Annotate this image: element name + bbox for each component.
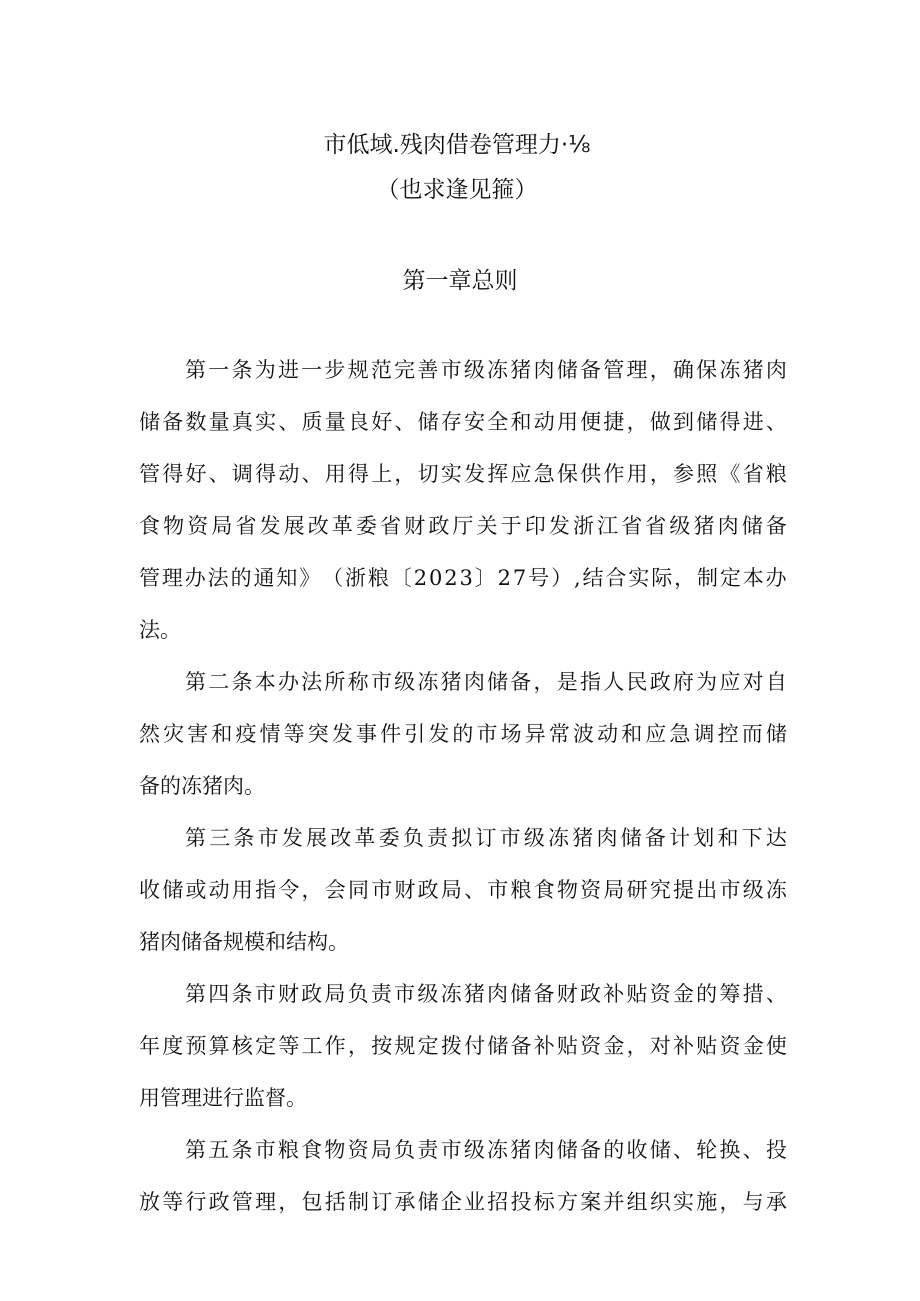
chapter-heading: 第一章总则 xyxy=(402,268,518,294)
document-subtitle: （也求逢见箍） xyxy=(376,177,538,203)
paragraph-line: 第 一 条 为 进 一 步 规 范 完 善 市 级 冻 猪 肉 储 备 管 理 ， 确 保 冻 猪 肉 xyxy=(185,358,787,382)
paragraph-line: 猪肉储备规模和结构。 xyxy=(139,930,349,954)
paragraph-line: 食 物 资 局 省 发 展 改 革 委 省 财 政 厅 关 于 印 发 浙 江 省 省 级 猪 肉 储 备 xyxy=(139,514,787,538)
paragraph-line: 管 理 办 法 的 通 知 》 （ 浙 粮 〔 2 0 2 3 〕 2 7 号 ） , 结 合 实 际 ， 制 定 本 办 xyxy=(139,566,787,590)
paragraph-line: 备的冻猪肉。 xyxy=(139,774,265,798)
paragraph-line: 年 度 预 算 核 定 等 工 作 ， 按 规 定 拨 付 储 备 补 贴 资 金 ， 对 补 贴 资 金 使 xyxy=(139,1034,787,1058)
paragraph-line: 第 四 条 市 财 政 局 负 责 市 级 冻 猪 肉 储 备 财 政 补 贴 资 金 的 筹 措 、 xyxy=(185,982,787,1006)
paragraph-line: 第 二 条 本 办 法 所 称 市 级 冻 猪 肉 储 备 ， 是 指 人 民 政 府 为 应 对 自 xyxy=(185,670,787,694)
paragraph-line: 用管理进行监督。 xyxy=(139,1086,307,1110)
paragraph-line: 第 五 条 市 粮 食 物 资 局 负 责 市 级 冻 猪 肉 储 备 的 收 储 、 轮 换 、 投 xyxy=(185,1138,787,1162)
paragraph-line: 法。 xyxy=(139,618,181,642)
paragraph-line: 储 备 数 量 真 实 、 质 量 良 好 、 储 存 安 全 和 动 用 便 捷 ， 做 到 储 得 进 、 xyxy=(139,410,787,434)
document-title: 市低域.残肉借卷管理力·⅛ xyxy=(323,132,591,158)
paragraph-line: 第 三 条 市 发 展 改 革 委 负 责 拟 订 市 级 冻 猪 肉 储 备 计 划 和 下 达 xyxy=(185,826,787,850)
paragraph-line: 管 得 好 、 调 得 动 、 用 得 上 ， 切 实 发 挥 应 急 保 供 作 用 ， 参 照 《 省 粮 xyxy=(139,462,787,486)
paragraph-line: 然 灾 害 和 疫 情 等 突 发 事 件 引 发 的 市 场 异 常 波 动 和 应 急 调 控 而 储 xyxy=(139,722,787,746)
paragraph-line: 放 等 行 政 管 理 ， 包 括 制 订 承 储 企 业 招 投 标 方 案 并 组 织 实 施 ， 与 承 xyxy=(139,1190,787,1214)
paragraph-line: 收 储 或 动 用 指 令 ， 会 同 市 财 政 局 、 市 粮 食 物 资 局 研 究 提 出 市 级 冻 xyxy=(139,878,787,902)
